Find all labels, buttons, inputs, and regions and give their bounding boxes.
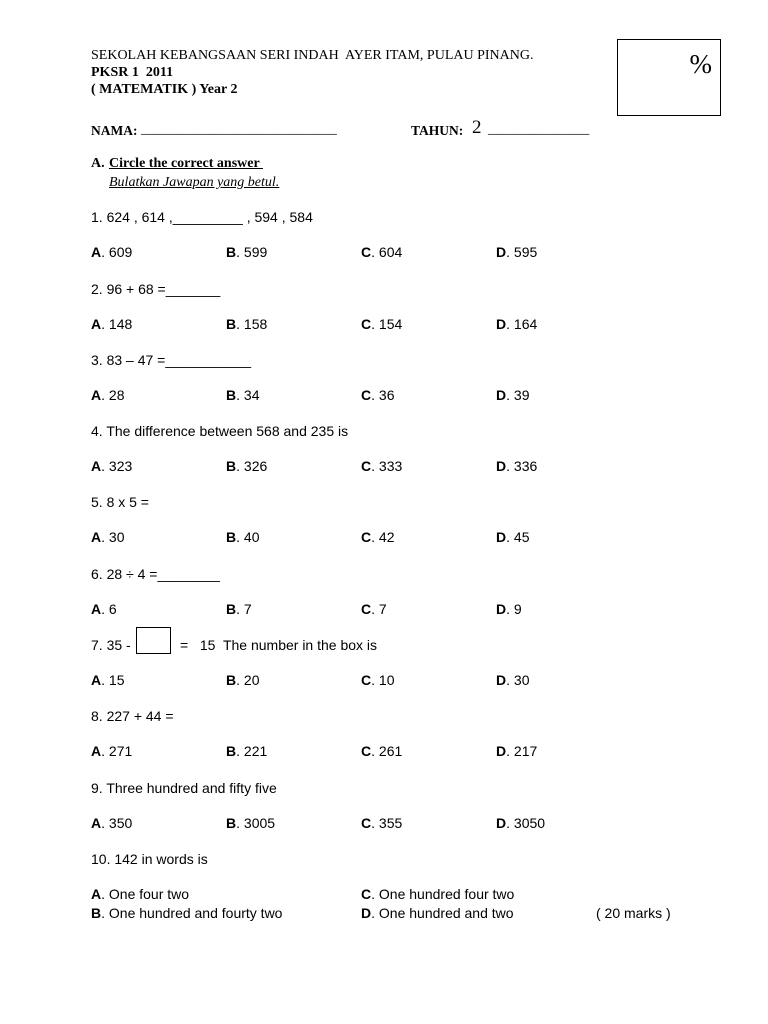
option-10-c: C. One hundred four two: [361, 886, 515, 902]
tahun-value: 2: [472, 117, 482, 138]
option-1-a: A. 609: [91, 244, 133, 260]
option-6-c: C. 7: [361, 601, 387, 617]
option-2-c: C. 154: [361, 316, 403, 332]
question-7-suffix: = 15 The number in the box is: [180, 637, 378, 653]
option-7-b: B. 20: [226, 672, 260, 688]
question-9: 9. Three hundred and fifty five: [91, 780, 277, 796]
school-name: SEKOLAH KEBANGSAAN SERI INDAH AYER ITAM, PULAU PINANG.: [91, 48, 534, 63]
option-6-a: A. 6: [91, 601, 117, 617]
option-2-d: D. 164: [496, 316, 538, 332]
option-10-a: A. One four two: [91, 886, 190, 902]
option-4-c: C. 333: [361, 458, 403, 474]
option-3-a: A. 28: [91, 387, 125, 403]
option-4-a: A. 323: [91, 458, 133, 474]
option-5-d: D. 45: [496, 529, 530, 545]
option-2-a: A. 148: [91, 316, 133, 332]
option-3-d: D. 39: [496, 387, 530, 403]
question-6: 6. 28 ÷ 4 =________: [91, 566, 220, 582]
option-4-b: B. 326: [226, 458, 268, 474]
section-subtitle: Bulatkan Jawapan yang betul.: [109, 175, 280, 190]
option-10-b: B. One hundred and fourty two: [91, 905, 283, 921]
question-1: 1. 624 , 614 ,_________ , 594 , 584: [91, 209, 313, 225]
question-4: 4. The difference between 568 and 235 is: [91, 423, 349, 439]
tahun-field: _______________: [488, 121, 590, 136]
option-4-d: D. 336: [496, 458, 538, 474]
option-2-b: B. 158: [226, 316, 268, 332]
option-6-b: B. 7: [226, 601, 252, 617]
option-8-a: A. 271: [91, 743, 133, 759]
score-box: [617, 39, 721, 116]
option-9-b: B. 3005: [226, 815, 276, 831]
question-8: 8. 227 + 44 =: [91, 708, 174, 724]
question-7-prefix: 7. 35 -: [91, 637, 131, 653]
option-8-c: C. 261: [361, 743, 403, 759]
question-3: 3. 83 – 47 =___________: [91, 352, 251, 368]
answer-box: [136, 627, 171, 654]
option-9-c: C. 355: [361, 815, 403, 831]
total-marks: ( 20 marks ): [596, 905, 671, 921]
question-5: 5. 8 x 5 =: [91, 494, 149, 510]
option-8-b: B. 221: [226, 743, 268, 759]
option-5-a: A. 30: [91, 529, 125, 545]
option-1-d: D. 595: [496, 244, 538, 260]
option-7-d: D. 30: [496, 672, 530, 688]
option-1-b: B. 599: [226, 244, 268, 260]
percent-symbol: %: [689, 49, 712, 79]
option-10-d: D. One hundred and two: [361, 905, 514, 921]
nama-label: NAMA:: [91, 123, 138, 138]
option-3-b: B. 34: [226, 387, 260, 403]
option-7-c: C. 10: [361, 672, 395, 688]
option-9-d: D. 3050: [496, 815, 546, 831]
question-2: 2. 96 + 68 =_______: [91, 281, 221, 297]
option-9-a: A. 350: [91, 815, 133, 831]
option-3-c: C. 36: [361, 387, 395, 403]
option-7-a: A. 15: [91, 672, 125, 688]
option-5-b: B. 40: [226, 529, 260, 545]
option-6-d: D. 9: [496, 601, 522, 617]
subject-title: ( MATEMATIK ) Year 2: [91, 82, 238, 97]
section-title: Circle the correct answer: [109, 156, 263, 171]
option-1-c: C. 604: [361, 244, 403, 260]
tahun-label: TAHUN:: [411, 123, 464, 138]
option-5-c: C. 42: [361, 529, 395, 545]
question-10: 10. 142 in words is: [91, 851, 208, 867]
exam-title: PKSR 1 2011: [91, 65, 174, 80]
option-8-d: D. 217: [496, 743, 538, 759]
section-letter: A.: [91, 156, 105, 171]
nama-field: _____________________________: [141, 121, 337, 136]
